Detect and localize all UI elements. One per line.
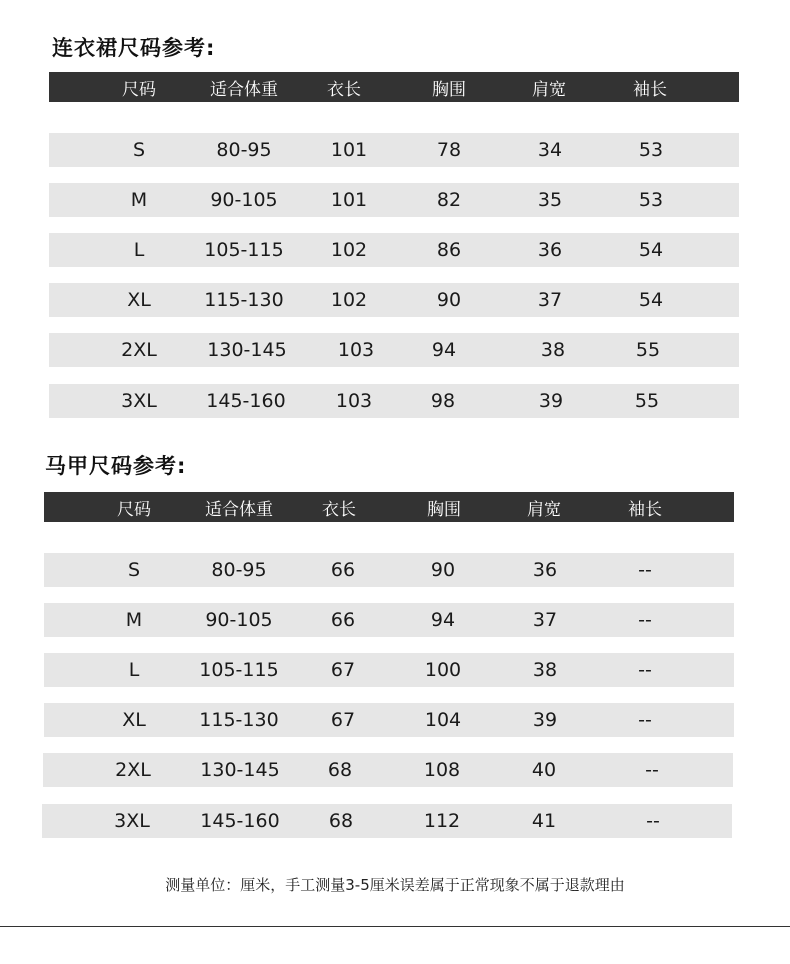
vest-cell-length: 66 (330, 609, 356, 631)
vest-size-title: 马甲尺码参考: (45, 454, 187, 478)
vest-cell-size: L (128, 659, 140, 681)
vest-cell-shoulder: 41 (531, 810, 557, 832)
dress-cell-size: 3XL (121, 390, 157, 412)
vest-cell-bust: 112 (423, 810, 461, 832)
dress-cell-size: L (133, 239, 145, 261)
vest-cell-length: 66 (330, 559, 356, 581)
vest-table-header (44, 492, 734, 522)
vest-header-size: 尺码 (117, 499, 151, 520)
bottom-divider (0, 926, 790, 927)
vest-header-sleeve: 袖长 (628, 499, 662, 520)
dress-cell-weight: 145-160 (206, 390, 286, 412)
dress-size-title: 连衣裙尺码参考: (52, 36, 216, 60)
dress-header-bust: 胸围 (432, 79, 466, 100)
vest-cell-size: 3XL (114, 810, 150, 832)
dress-cell-weight: 90-105 (210, 189, 278, 211)
vest-cell-size: S (127, 559, 141, 581)
vest-row-m (44, 603, 734, 637)
vest-cell-bust: 100 (424, 659, 462, 681)
dress-cell-bust: 94 (431, 339, 457, 361)
dress-cell-sleeve: 55 (635, 339, 661, 361)
vest-cell-weight: 80-95 (211, 559, 267, 581)
dress-cell-length: 102 (330, 289, 368, 311)
dress-row-s (49, 133, 739, 167)
vest-cell-sleeve: -- (638, 609, 652, 631)
vest-cell-weight: 90-105 (205, 609, 273, 631)
dress-header-sleeve: 袖长 (633, 79, 667, 100)
dress-cell-bust: 78 (436, 139, 462, 161)
vest-cell-length: 68 (328, 810, 354, 832)
dress-cell-shoulder: 37 (537, 289, 563, 311)
vest-cell-sleeve: -- (645, 759, 659, 781)
dress-cell-length: 101 (330, 139, 368, 161)
dress-cell-bust: 98 (430, 390, 456, 412)
dress-cell-sleeve: 54 (638, 289, 664, 311)
dress-cell-shoulder: 38 (540, 339, 566, 361)
vest-cell-sleeve: -- (646, 810, 660, 832)
dress-cell-bust: 86 (436, 239, 462, 261)
vest-header-shoulder: 肩宽 (527, 499, 561, 520)
dress-header-shoulder: 肩宽 (532, 79, 566, 100)
dress-cell-length: 101 (330, 189, 368, 211)
dress-cell-size: XL (127, 289, 151, 311)
vest-row-l (44, 653, 734, 687)
vest-cell-sleeve: -- (638, 659, 652, 681)
dress-cell-sleeve: 55 (634, 390, 660, 412)
vest-cell-shoulder: 37 (532, 609, 558, 631)
dress-cell-weight: 105-115 (204, 239, 284, 261)
dress-cell-shoulder: 34 (537, 139, 563, 161)
dress-cell-shoulder: 36 (537, 239, 563, 261)
dress-row-m (49, 183, 739, 217)
vest-cell-weight: 105-115 (199, 659, 279, 681)
dress-cell-shoulder: 39 (538, 390, 564, 412)
dress-row-2xl (49, 333, 739, 367)
dress-cell-weight: 115-130 (204, 289, 284, 311)
dress-cell-bust: 90 (436, 289, 462, 311)
vest-cell-shoulder: 40 (531, 759, 557, 781)
vest-cell-length: 67 (330, 709, 356, 731)
vest-cell-length: 68 (327, 759, 353, 781)
vest-cell-shoulder: 36 (532, 559, 558, 581)
dress-cell-weight: 80-95 (216, 139, 272, 161)
vest-header-length: 衣长 (322, 499, 356, 520)
vest-row-2xl (43, 753, 733, 787)
dress-cell-weight: 130-145 (207, 339, 287, 361)
dress-header-weight: 适合体重 (210, 79, 278, 100)
vest-cell-size: M (125, 609, 143, 631)
vest-cell-weight: 115-130 (199, 709, 279, 731)
vest-header-bust: 胸围 (427, 499, 461, 520)
dress-cell-size: S (132, 139, 146, 161)
dress-row-xl (49, 283, 739, 317)
dress-cell-bust: 82 (436, 189, 462, 211)
dress-cell-sleeve: 54 (638, 239, 664, 261)
vest-cell-length: 67 (330, 659, 356, 681)
dress-cell-length: 103 (335, 390, 373, 412)
dress-cell-sleeve: 53 (638, 189, 664, 211)
dress-row-3xl (49, 384, 739, 418)
vest-cell-bust: 108 (423, 759, 461, 781)
dress-cell-sleeve: 53 (638, 139, 664, 161)
dress-header-size: 尺码 (122, 79, 156, 100)
dress-cell-size: M (130, 189, 148, 211)
dress-cell-shoulder: 35 (537, 189, 563, 211)
vest-cell-sleeve: -- (638, 559, 652, 581)
measurement-note: 测量单位：厘米，手工测量3-5厘米误差属于正常现象不属于退款理由 (165, 876, 625, 894)
dress-cell-size: 2XL (121, 339, 157, 361)
dress-cell-length: 102 (330, 239, 368, 261)
vest-cell-size: XL (122, 709, 146, 731)
vest-cell-shoulder: 38 (532, 659, 558, 681)
vest-cell-shoulder: 39 (532, 709, 558, 731)
vest-row-3xl (42, 804, 732, 838)
vest-header-weight: 适合体重 (205, 499, 273, 520)
vest-row-xl (44, 703, 734, 737)
dress-cell-length: 103 (337, 339, 375, 361)
vest-cell-weight: 130-145 (200, 759, 280, 781)
dress-table-header (49, 72, 739, 102)
vest-cell-bust: 104 (424, 709, 462, 731)
dress-header-length: 衣长 (327, 79, 361, 100)
vest-cell-sleeve: -- (638, 709, 652, 731)
vest-row-s (44, 553, 734, 587)
vest-cell-bust: 90 (430, 559, 456, 581)
vest-cell-weight: 145-160 (200, 810, 280, 832)
vest-cell-size: 2XL (115, 759, 151, 781)
dress-row-l (49, 233, 739, 267)
vest-cell-bust: 94 (430, 609, 456, 631)
